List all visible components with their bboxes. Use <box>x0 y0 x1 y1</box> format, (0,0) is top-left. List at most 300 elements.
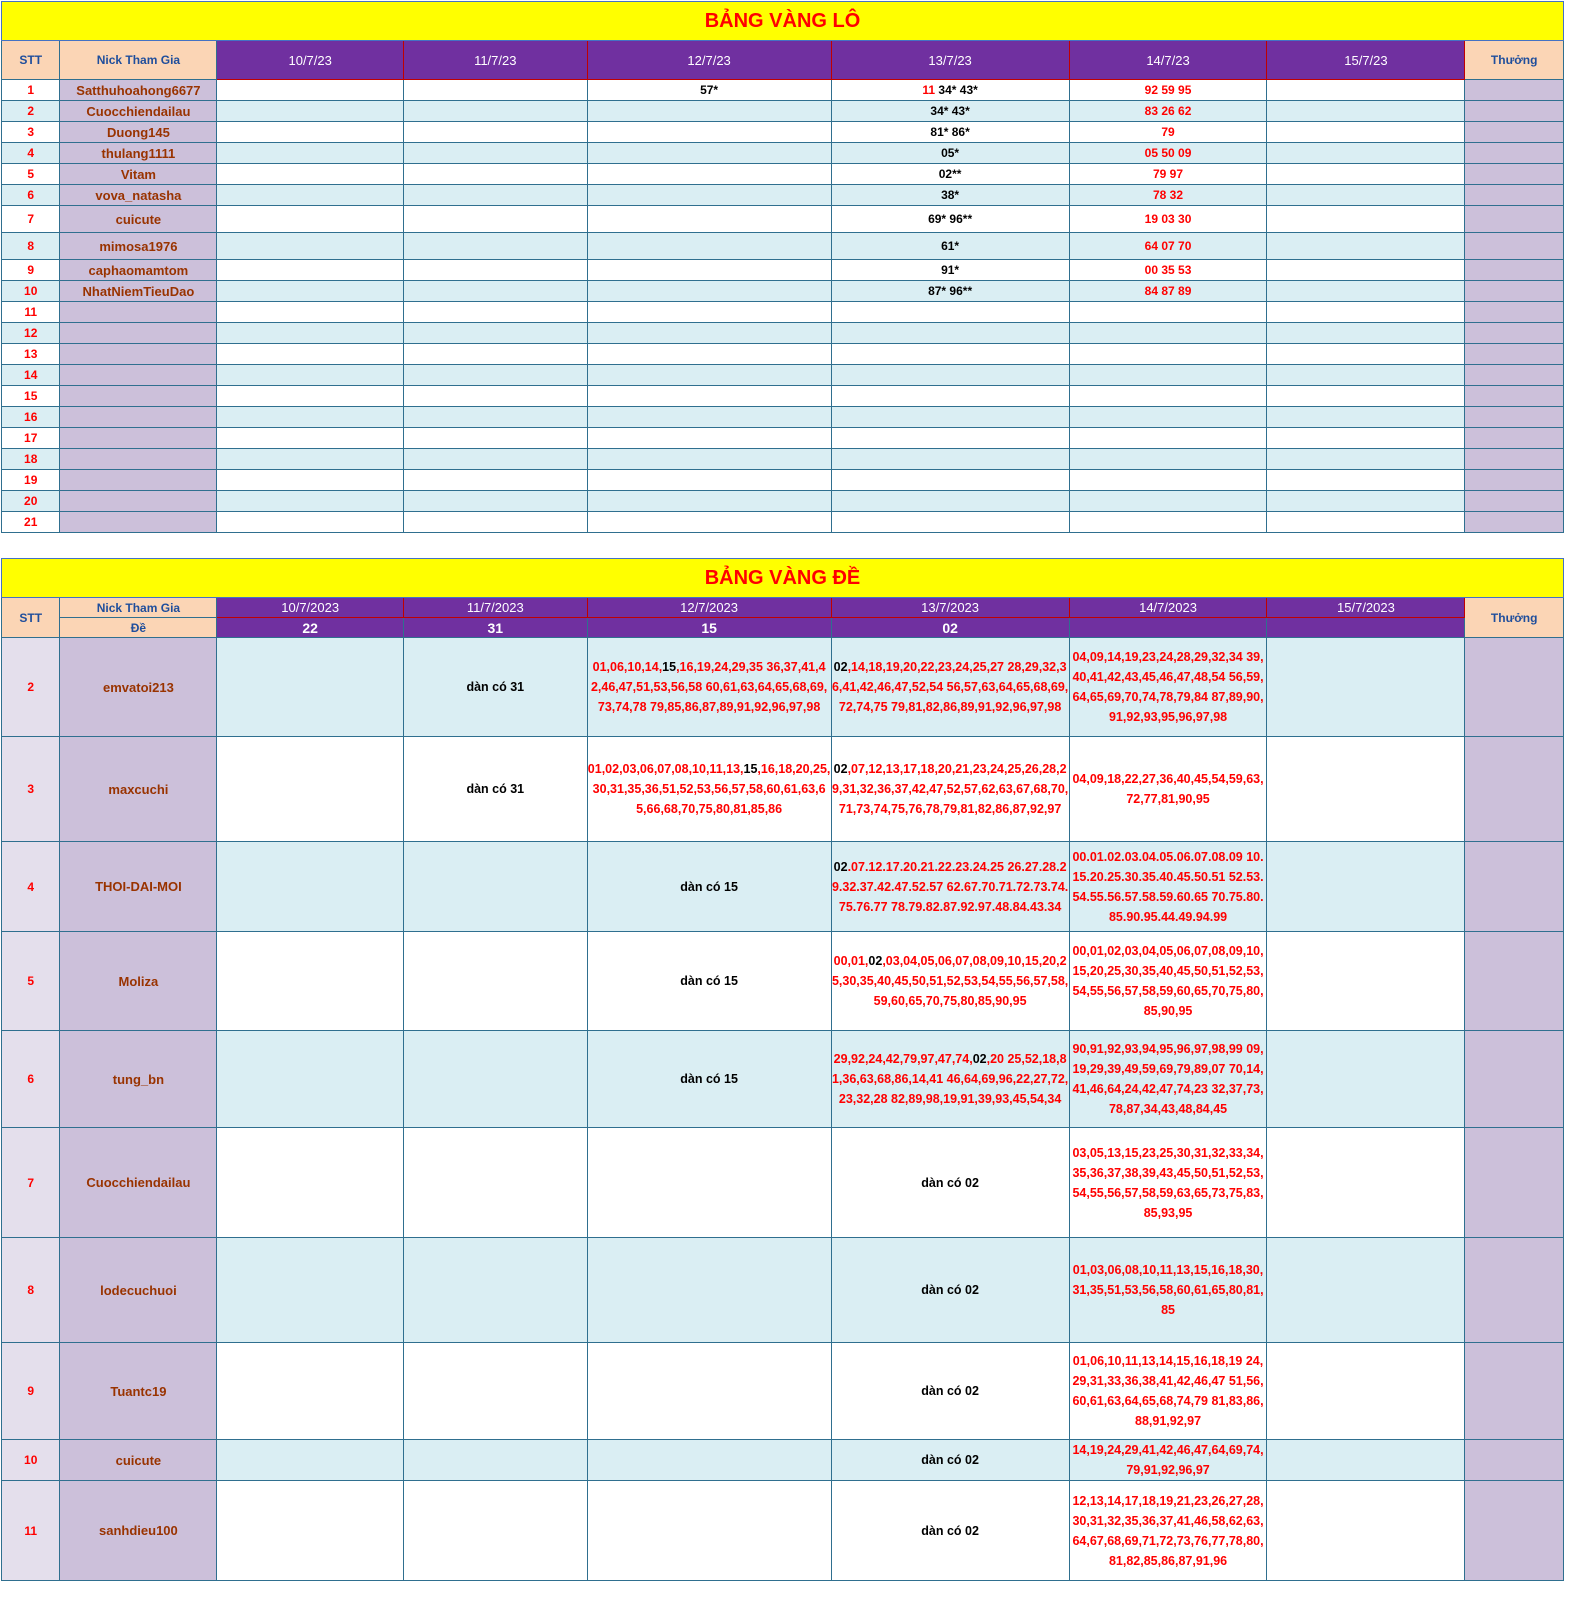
row-stt: 12 <box>2 323 60 344</box>
cell-thuong <box>1465 386 1564 407</box>
de-result <box>1069 618 1267 638</box>
cell-15-7 <box>1267 206 1465 233</box>
number-segment: ,03,04,05,06,07,08,09,10,15,20,25,30,35,40,45,50,51,52,53,54,55,56,57,58,59,60,65,70,75,80,85,90,95 <box>831 954 1069 1008</box>
cell-thuong <box>1465 512 1564 533</box>
row-stt: 5 <box>2 164 60 185</box>
lo-row <box>2 302 1564 323</box>
cell-10-7 <box>217 407 404 428</box>
row-nick: tung_bn <box>60 1031 217 1128</box>
lo-row <box>2 260 1564 281</box>
cell-15-7 <box>1267 164 1465 185</box>
cell-11-7 <box>404 233 588 260</box>
row-stt: 6 <box>2 1031 60 1128</box>
de-result: 31 <box>404 618 588 638</box>
row-stt: 3 <box>2 737 60 842</box>
cell-12-7 <box>587 512 831 533</box>
cell-11-7 <box>404 1238 588 1343</box>
cell-13-7 <box>831 260 1069 281</box>
de-row <box>2 842 1564 932</box>
row-stt: 3 <box>2 122 60 143</box>
cell-11-7 <box>404 302 588 323</box>
de-header-de: Đề <box>60 618 217 638</box>
cell-10-7 <box>217 1440 404 1481</box>
cell-thuong <box>1465 1343 1564 1440</box>
row-stt: 8 <box>2 1238 60 1343</box>
cell-12-7 <box>587 470 831 491</box>
row-nick <box>60 344 217 365</box>
cell-thuong <box>1465 260 1564 281</box>
cell-14-7 <box>1069 428 1267 449</box>
number-segment: 29,92,24,42,79,97,47,74, <box>833 1052 973 1066</box>
cell-11-7 <box>404 491 588 512</box>
cell-thuong <box>1465 407 1564 428</box>
lo-row <box>2 344 1564 365</box>
row-nick <box>60 470 217 491</box>
row-nick <box>60 512 217 533</box>
cell-14-7: 00 35 53 <box>1069 260 1267 281</box>
row-stt: 21 <box>2 512 60 533</box>
row-nick <box>60 323 217 344</box>
number-segment: ,07,12,13,17,18,20,21,23,24,25,26,28,29,31,32,36,37,42,47,52,57,62,63,67,68,70,71,73,74,75,76,78,79,81,82,86,87,92,97 <box>831 762 1069 816</box>
cell-10-7 <box>217 842 404 932</box>
cell-15-7 <box>1267 491 1465 512</box>
row-stt: 6 <box>2 185 60 206</box>
lo-row <box>2 164 1564 185</box>
cell-13-7 <box>831 932 1069 1031</box>
row-stt: 8 <box>2 233 60 260</box>
cell-14-7: 00,01,02,03,04,05,06,07,08,09,10,15,20,25,30,35,40,45,50,51,52,53,54,55,56,57,58,59,60,65,70,75,80,85,90,95 <box>1069 932 1267 1031</box>
de-header-stt: STT <box>2 598 60 638</box>
cell-14-7 <box>1069 491 1267 512</box>
cell-13-7: dàn có 02 <box>831 1343 1069 1440</box>
lo-header-date: 11/7/23 <box>404 41 588 80</box>
row-nick: emvatoi213 <box>60 638 217 737</box>
cell-12-7: 57* <box>587 80 831 101</box>
row-stt: 11 <box>2 1481 60 1581</box>
cell-13-7-nums: 91* <box>941 263 960 277</box>
cell-10-7 <box>217 365 404 386</box>
de-header-date: 12/7/2023 <box>587 598 831 618</box>
cell-13-7 <box>831 449 1069 470</box>
cell-13-7-nums: 34* 43* <box>938 83 978 97</box>
number-segment: 00,01, <box>833 954 869 968</box>
cell-14-7 <box>1069 365 1267 386</box>
cell-12-7 <box>587 233 831 260</box>
cell-10-7 <box>217 206 404 233</box>
cell-11-7: dàn có 31 <box>404 737 588 842</box>
lo-table <box>1 1 1564 533</box>
cell-thuong <box>1465 1238 1564 1343</box>
lo-header-date: 15/7/23 <box>1267 41 1465 80</box>
row-nick: Satthuhoahong6677 <box>60 80 217 101</box>
row-stt: 20 <box>2 491 60 512</box>
cell-11-7 <box>404 428 588 449</box>
row-nick: cuicute <box>60 206 217 233</box>
row-nick: Cuocchiendailau <box>60 101 217 122</box>
number-segment: 02 <box>833 859 848 874</box>
cell-12-7 <box>587 323 831 344</box>
de-header-thuong: Thưởng <box>1465 598 1564 638</box>
cell-thuong <box>1465 737 1564 842</box>
number-segment: 02 <box>868 954 883 968</box>
cell-15-7 <box>1267 281 1465 302</box>
cell-14-7: 01,06,10,11,13,14,15,16,18,19 24,29,31,33,36,38,41,42,46,47 51,56,60,61,63,64,65,68,74,79 81,83,86,88,91,92,97 <box>1069 1343 1267 1440</box>
cell-thuong <box>1465 932 1564 1031</box>
cell-13-7-nums: 02** <box>938 167 962 181</box>
cell-14-7: 90,91,92,93,94,95,96,97,98,99 09,19,29,39,49,59,69,79,89,07 70,14,41,46,64,24,42,47,74,23 32,37,73,78,87,34,43,48,84,45 <box>1069 1031 1267 1128</box>
row-stt: 19 <box>2 470 60 491</box>
lo-title: BẢNG VÀNG LÔ <box>2 2 1564 41</box>
cell-11-7 <box>404 1481 588 1581</box>
row-nick <box>60 428 217 449</box>
row-nick: caphaomamtom <box>60 260 217 281</box>
cell-15-7 <box>1267 932 1465 1031</box>
cell-12-7 <box>587 737 831 842</box>
cell-13-7 <box>831 386 1069 407</box>
lo-header-stt: STT <box>2 41 60 80</box>
row-stt: 14 <box>2 365 60 386</box>
cell-thuong <box>1465 80 1564 101</box>
cell-thuong <box>1465 302 1564 323</box>
cell-thuong <box>1465 101 1564 122</box>
cell-15-7 <box>1267 1440 1465 1481</box>
lo-header-date: 14/7/23 <box>1069 41 1267 80</box>
cell-14-7: 84 87 89 <box>1069 281 1267 302</box>
de-row <box>2 638 1564 737</box>
number-segment: 15 <box>662 660 677 674</box>
cell-11-7 <box>404 386 588 407</box>
cell-10-7 <box>217 470 404 491</box>
cell-thuong <box>1465 1440 1564 1481</box>
cell-11-7 <box>404 512 588 533</box>
cell-10-7 <box>217 323 404 344</box>
lo-row <box>2 449 1564 470</box>
cell-11-7 <box>404 281 588 302</box>
cell-thuong <box>1465 143 1564 164</box>
cell-15-7 <box>1267 323 1465 344</box>
cell-11-7 <box>404 101 588 122</box>
de-result: 02 <box>831 618 1069 638</box>
cell-12-7 <box>587 344 831 365</box>
cell-10-7 <box>217 449 404 470</box>
cell-15-7 <box>1267 737 1465 842</box>
cell-12-7 <box>587 365 831 386</box>
cell-13-7 <box>831 491 1069 512</box>
row-nick: sanhdieu100 <box>60 1481 217 1581</box>
lo-row <box>2 386 1564 407</box>
cell-13-7-nums: 69* 96** <box>928 212 973 226</box>
cell-15-7 <box>1267 842 1465 932</box>
de-header-date: 13/7/2023 <box>831 598 1069 618</box>
cell-12-7 <box>587 1481 831 1581</box>
cell-thuong <box>1465 344 1564 365</box>
cell-thuong <box>1465 122 1564 143</box>
cell-15-7 <box>1267 233 1465 260</box>
cell-12-7: dàn có 15 <box>587 1031 831 1128</box>
cell-13-7 <box>831 323 1069 344</box>
cell-12-7 <box>587 1238 831 1343</box>
cell-15-7 <box>1267 407 1465 428</box>
cell-11-7 <box>404 842 588 932</box>
row-stt: 11 <box>2 302 60 323</box>
lo-row <box>2 206 1564 233</box>
cell-12-7 <box>587 164 831 185</box>
cell-13-7 <box>831 428 1069 449</box>
de-header-date: 10/7/2023 <box>217 598 404 618</box>
cell-15-7 <box>1267 344 1465 365</box>
lo-row <box>2 80 1564 101</box>
lo-row <box>2 143 1564 164</box>
cell-15-7 <box>1267 1343 1465 1440</box>
lo-row <box>2 323 1564 344</box>
row-stt: 17 <box>2 428 60 449</box>
row-nick <box>60 302 217 323</box>
lo-header-date: 10/7/23 <box>217 41 404 80</box>
cell-thuong <box>1465 449 1564 470</box>
row-stt: 10 <box>2 281 60 302</box>
cell-13-7: dàn có 02 <box>831 1238 1069 1343</box>
cell-12-7 <box>587 491 831 512</box>
lo-row <box>2 101 1564 122</box>
lo-header-thuong: Thưởng <box>1465 41 1564 80</box>
cell-13-7-red: 11 <box>922 83 936 97</box>
cell-10-7 <box>217 344 404 365</box>
cell-14-7: 79 <box>1069 122 1267 143</box>
cell-11-7 <box>404 143 588 164</box>
cell-10-7 <box>217 1031 404 1128</box>
cell-15-7 <box>1267 1031 1465 1128</box>
cell-14-7: 14,19,24,29,41,42,46,47,64,69,74,79,91,92,96,97 <box>1069 1440 1267 1481</box>
de-row <box>2 1343 1564 1440</box>
cell-15-7 <box>1267 302 1465 323</box>
row-stt: 1 <box>2 80 60 101</box>
lo-row <box>2 491 1564 512</box>
cell-15-7 <box>1267 1238 1465 1343</box>
cell-15-7 <box>1267 101 1465 122</box>
row-nick: NhatNiemTieuDao <box>60 281 217 302</box>
row-stt: 7 <box>2 1128 60 1238</box>
cell-10-7 <box>217 80 404 101</box>
cell-14-7: 01,03,06,08,10,11,13,15,16,18,30,31,35,51,53,56,58,60,61,65,80,81,85 <box>1069 1238 1267 1343</box>
cell-13-7 <box>831 470 1069 491</box>
cell-10-7 <box>217 122 404 143</box>
row-nick: cuicute <box>60 1440 217 1481</box>
cell-12-7 <box>587 122 831 143</box>
cell-15-7 <box>1267 1128 1465 1238</box>
cell-15-7 <box>1267 449 1465 470</box>
row-nick: THOI-DAI-MOI <box>60 842 217 932</box>
cell-14-7 <box>1069 470 1267 491</box>
cell-13-7 <box>831 842 1069 932</box>
cell-11-7 <box>404 323 588 344</box>
cell-12-7 <box>587 281 831 302</box>
cell-thuong <box>1465 233 1564 260</box>
de-row <box>2 1238 1564 1343</box>
cell-15-7 <box>1267 80 1465 101</box>
cell-13-7 <box>831 185 1069 206</box>
row-nick: Cuocchiendailau <box>60 1128 217 1238</box>
cell-12-7 <box>587 101 831 122</box>
de-row <box>2 932 1564 1031</box>
cell-15-7 <box>1267 365 1465 386</box>
cell-10-7 <box>217 1238 404 1343</box>
cell-15-7 <box>1267 638 1465 737</box>
cell-10-7 <box>217 1343 404 1440</box>
cell-11-7 <box>404 407 588 428</box>
cell-thuong <box>1465 470 1564 491</box>
row-stt: 15 <box>2 386 60 407</box>
cell-14-7 <box>1069 386 1267 407</box>
cell-11-7 <box>404 470 588 491</box>
cell-10-7 <box>217 638 404 737</box>
cell-12-7 <box>587 638 831 737</box>
cell-14-7: 64 07 70 <box>1069 233 1267 260</box>
row-nick: Tuantc19 <box>60 1343 217 1440</box>
cell-11-7 <box>404 1128 588 1238</box>
de-row <box>2 1128 1564 1238</box>
number-segment: .07.12.17.20.21.22.23.24.25 26.27.28.29.32.37.42.47.52.57 62.67.70.71.72.73.74.75.76.77 78.79.82.87.92.97.48.84.43.34 <box>831 859 1069 914</box>
cell-13-7-nums: 81* 86* <box>930 125 970 139</box>
de-row <box>2 737 1564 842</box>
row-stt: 2 <box>2 101 60 122</box>
cell-13-7 <box>831 164 1069 185</box>
number-segment: 01,02,03,06,07,08,10,11,13, <box>587 762 744 776</box>
cell-12-7 <box>587 407 831 428</box>
cell-12-7: dàn có 15 <box>587 932 831 1031</box>
cell-10-7 <box>217 185 404 206</box>
cell-11-7 <box>404 344 588 365</box>
cell-10-7 <box>217 233 404 260</box>
lo-row <box>2 407 1564 428</box>
row-stt: 7 <box>2 206 60 233</box>
row-stt: 10 <box>2 1440 60 1481</box>
cell-10-7 <box>217 386 404 407</box>
row-nick: maxcuchi <box>60 737 217 842</box>
cell-14-7: 19 03 30 <box>1069 206 1267 233</box>
row-stt: 16 <box>2 407 60 428</box>
cell-12-7 <box>587 302 831 323</box>
number-segment: 15 <box>743 762 758 776</box>
cell-12-7 <box>587 260 831 281</box>
cell-12-7 <box>587 143 831 164</box>
cell-12-7 <box>587 206 831 233</box>
row-nick: vova_natasha <box>60 185 217 206</box>
cell-14-7: 78 32 <box>1069 185 1267 206</box>
row-nick: Duong145 <box>60 122 217 143</box>
cell-10-7 <box>217 737 404 842</box>
lo-row <box>2 122 1564 143</box>
number-segment: 01,06,10,14, <box>592 660 663 674</box>
cell-13-7 <box>831 101 1069 122</box>
cell-10-7 <box>217 101 404 122</box>
cell-13-7: dàn có 02 <box>831 1481 1069 1581</box>
cell-13-7 <box>831 638 1069 737</box>
cell-thuong <box>1465 1031 1564 1128</box>
cell-13-7 <box>831 365 1069 386</box>
cell-thuong <box>1465 1481 1564 1581</box>
cell-13-7-nums: 87* 96** <box>928 284 973 298</box>
de-header-date: 15/7/2023 <box>1267 598 1465 618</box>
cell-11-7 <box>404 932 588 1031</box>
row-nick <box>60 491 217 512</box>
cell-thuong <box>1465 1128 1564 1238</box>
row-nick <box>60 365 217 386</box>
cell-10-7 <box>217 302 404 323</box>
row-nick: thulang1111 <box>60 143 217 164</box>
cell-10-7 <box>217 491 404 512</box>
cell-13-7 <box>831 1031 1069 1128</box>
cell-15-7 <box>1267 1481 1465 1581</box>
cell-15-7 <box>1267 386 1465 407</box>
cell-15-7 <box>1267 470 1465 491</box>
row-nick <box>60 407 217 428</box>
cell-10-7 <box>217 281 404 302</box>
cell-12-7 <box>587 1343 831 1440</box>
cell-13-7-nums: 34* 43* <box>930 104 970 118</box>
cell-13-7: dàn có 02 <box>831 1128 1069 1238</box>
lo-row <box>2 428 1564 449</box>
cell-13-7-nums: 38* <box>941 188 960 202</box>
lo-row <box>2 512 1564 533</box>
cell-11-7 <box>404 1343 588 1440</box>
de-row <box>2 1440 1564 1481</box>
lo-header-date: 13/7/23 <box>831 41 1069 80</box>
cell-thuong <box>1465 428 1564 449</box>
de-header-date: 14/7/2023 <box>1069 598 1267 618</box>
cell-12-7 <box>587 185 831 206</box>
cell-13-7 <box>831 344 1069 365</box>
cell-11-7 <box>404 449 588 470</box>
cell-12-7: dàn có 15 <box>587 842 831 932</box>
cell-14-7: 03,05,13,15,23,25,30,31,32,33,34,35,36,37,38,39,43,45,50,51,52,53,54,55,56,57,58,59,63,65,73,75,83,85,93,95 <box>1069 1128 1267 1238</box>
cell-10-7 <box>217 932 404 1031</box>
de-header-nick: Nick Tham Gia <box>60 598 217 618</box>
cell-thuong <box>1465 365 1564 386</box>
de-row <box>2 1481 1564 1581</box>
cell-12-7 <box>587 1440 831 1481</box>
cell-13-7 <box>831 122 1069 143</box>
cell-13-7-nums: 05* <box>941 146 960 160</box>
cell-11-7 <box>404 260 588 281</box>
number-segment: 02 <box>833 762 848 776</box>
cell-15-7 <box>1267 428 1465 449</box>
cell-13-7 <box>831 143 1069 164</box>
lo-row <box>2 185 1564 206</box>
cell-11-7 <box>404 185 588 206</box>
number-segment: ,16,18,20,25,30,31,35,36,51,52,53,56,57,58,60,61,63,65,66,68,70,75,80,81,85,86 <box>592 762 831 816</box>
cell-14-7: 00.01.02.03.04.05.06.07.08.09 10.15.20.25.30.35.40.45.50.51 52.53.54.55.56.57.58.59.60.65 70.75.80.85.90.95.44.49.94.99 <box>1069 842 1267 932</box>
cell-14-7 <box>1069 449 1267 470</box>
cell-13-7 <box>831 233 1069 260</box>
row-nick: Moliza <box>60 932 217 1031</box>
row-stt: 9 <box>2 1343 60 1440</box>
cell-13-7 <box>831 80 1069 101</box>
de-result <box>1267 618 1465 638</box>
cell-14-7 <box>1069 323 1267 344</box>
cell-15-7 <box>1267 512 1465 533</box>
de-row <box>2 1031 1564 1128</box>
cell-12-7 <box>587 449 831 470</box>
cell-13-7 <box>831 206 1069 233</box>
cell-13-7 <box>831 407 1069 428</box>
row-stt: 5 <box>2 932 60 1031</box>
number-segment: 02 <box>833 660 848 674</box>
cell-thuong <box>1465 842 1564 932</box>
lo-header-nick: Nick Tham Gia <box>60 41 217 80</box>
cell-14-7: 79 97 <box>1069 164 1267 185</box>
cell-14-7 <box>1069 407 1267 428</box>
cell-10-7 <box>217 512 404 533</box>
